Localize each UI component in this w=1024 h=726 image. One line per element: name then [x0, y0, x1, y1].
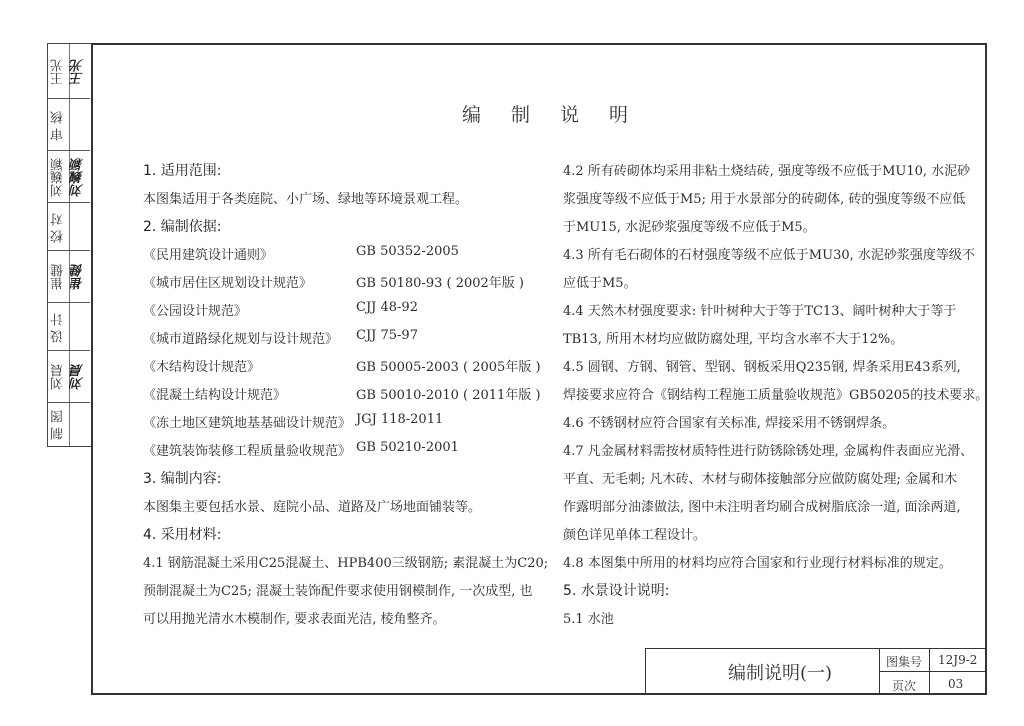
text-line: 于MU15, 水泥砂浆强度等级不应低于M5。	[563, 220, 816, 235]
grid-vline	[929, 648, 930, 695]
text-line: 4.3 所有毛石砌体的石材强度等级不应低于MU30, 水泥砂浆强度等级不	[563, 248, 975, 263]
atlas-number: 12J9-2	[938, 653, 978, 667]
text-line: TB13, 所用木材均应做防腐处理, 平均含水率不大于12%。	[563, 332, 904, 347]
page-title: 编制说明	[462, 104, 659, 126]
strip-signature: 王光	[71, 59, 86, 85]
section-heading-3: 3. 编制内容:	[143, 471, 222, 487]
text-line: 颜色详见单体工程设计。	[563, 528, 707, 543]
strip-label: 王光	[51, 59, 66, 85]
strip-cell-5	[48, 251, 90, 303]
ref-code: GB 50352-2005	[356, 244, 459, 259]
ref-code: GB 50010-2010 ( 2011年版 )	[356, 388, 541, 403]
section-heading-1: 1. 适用范围:	[143, 163, 222, 179]
ref-name: 《建筑装饰装修工程质量验收规范》	[143, 444, 352, 459]
subsection-heading: 5.1 水池	[563, 612, 614, 627]
strip-label: 设 计	[51, 312, 66, 344]
ref-code: GB 50210-2001	[356, 440, 459, 455]
ref-name: 《冻土地区建筑地基基础设计规范》	[143, 416, 352, 431]
strip-cell-7	[48, 351, 90, 403]
ref-name: 《公园设计规范》	[143, 304, 248, 319]
text-line: 应低于M5。	[563, 276, 637, 291]
strip-label: 刘巍颖	[51, 158, 66, 198]
ref-code: JGJ 118-2011	[356, 412, 444, 427]
text-line: 4.8 本图集中所用的材料均应符合国家和行业现行材料标准的规定。	[563, 556, 952, 571]
ref-name: 《城市道路绿化规划与设计规范》	[143, 332, 339, 347]
atlas-number-label: 图集号	[886, 655, 923, 669]
signature-strip	[47, 43, 91, 447]
ref-name: 《混凝土结构设计规范》	[143, 388, 287, 403]
strip-cell-6	[48, 303, 90, 351]
ref-code: CJJ 48-92	[356, 300, 418, 315]
ref-code: GB 50005-2003 ( 2005年版 )	[356, 360, 541, 375]
paragraph-materials-line: 预制混凝土为C25; 混凝土装饰配件要求使用钢模制作, 一次成型, 也	[143, 584, 533, 599]
strip-label: 崔健	[51, 264, 66, 290]
grid-hline	[880, 671, 987, 672]
text-line: 4.6 不锈钢材应符合国家有关标准, 焊接采用不锈钢焊条。	[563, 416, 896, 431]
strip-label: 刘晨	[51, 364, 66, 390]
page-number-label: 页次	[892, 679, 917, 693]
strip-label: 校 对	[51, 212, 66, 244]
ref-name: 《民用建筑设计通则》	[143, 248, 274, 263]
paragraph-scope: 本图集适用于各类庭院、小广场、绿地等环境景观工程。	[143, 192, 469, 207]
text-line: 4.7 凡金属材料需按材质特性进行防锈除锈处理, 金属构件表面应光滑、	[563, 444, 974, 459]
strip-cell-4	[48, 203, 90, 251]
strip-cell-1	[48, 44, 90, 99]
section-heading-5: 5. 水景设计说明:	[563, 583, 670, 599]
strip-signature: 刘晨	[71, 364, 86, 390]
section-heading-4: 4. 采用材料:	[143, 527, 222, 543]
strip-signature: 刘巍颖	[71, 158, 86, 198]
text-line: 4.2 所有砖砌体均采用非粘土烧结砖, 强度等级不应低于MU10, 水泥砂	[563, 164, 971, 179]
strip-label: 制 图	[51, 409, 66, 441]
paragraph-materials-line: 可以用抛光清水木模制作, 要求表面光洁, 棱角整齐。	[143, 612, 446, 627]
strip-cell-3	[48, 151, 90, 203]
section-heading-2: 2. 编制依据:	[143, 219, 222, 235]
paragraph-content: 本图集主要包括水景、庭院小品、道路及广场地面铺装等。	[143, 500, 482, 515]
strip-signature: 崔健	[71, 264, 86, 290]
paragraph-materials-line: 4.1 钢筋混凝土采用C25混凝土、HPB400三级钢筋; 素混凝土为C20;	[143, 556, 549, 571]
text-line: 作露明部分油漆做法, 图中未注明者均刷合成树脂底涂一道, 面涂两道,	[563, 500, 961, 515]
page-number: 03	[948, 677, 964, 691]
text-line: 4.4 天然木材强度要求: 针叶树种大于等于TC13、阔叶树种大于等于	[563, 304, 957, 319]
text-line: 焊接要求应符合《钢结构工程施工质量验收规范》GB50205的技术要求。	[563, 388, 989, 403]
strip-cell-2	[48, 99, 90, 151]
text-line: 浆强度等级不应低于M5; 用于水景部分的砖砌体, 砖的强度等级不应低	[563, 192, 966, 207]
ref-code: GB 50180-93 ( 2002年版 )	[356, 276, 524, 291]
strip-label: 审 核	[51, 110, 66, 142]
ref-code: CJJ 75-97	[356, 328, 418, 343]
ref-name: 《城市居住区规划设计规范》	[143, 276, 313, 291]
text-line: 平直、无毛刺; 凡木砖、木材与砌体接触部分应做防腐处理; 金属和木	[563, 472, 958, 487]
ref-name: 《木结构设计规范》	[143, 360, 261, 375]
text-line: 4.5 圆钢、方钢、钢管、型钢、钢板采用Q235钢, 焊条采用E43系列,	[563, 360, 961, 375]
strip-cell-8	[48, 403, 90, 446]
sheet-title: 编制说明(一)	[728, 663, 833, 684]
